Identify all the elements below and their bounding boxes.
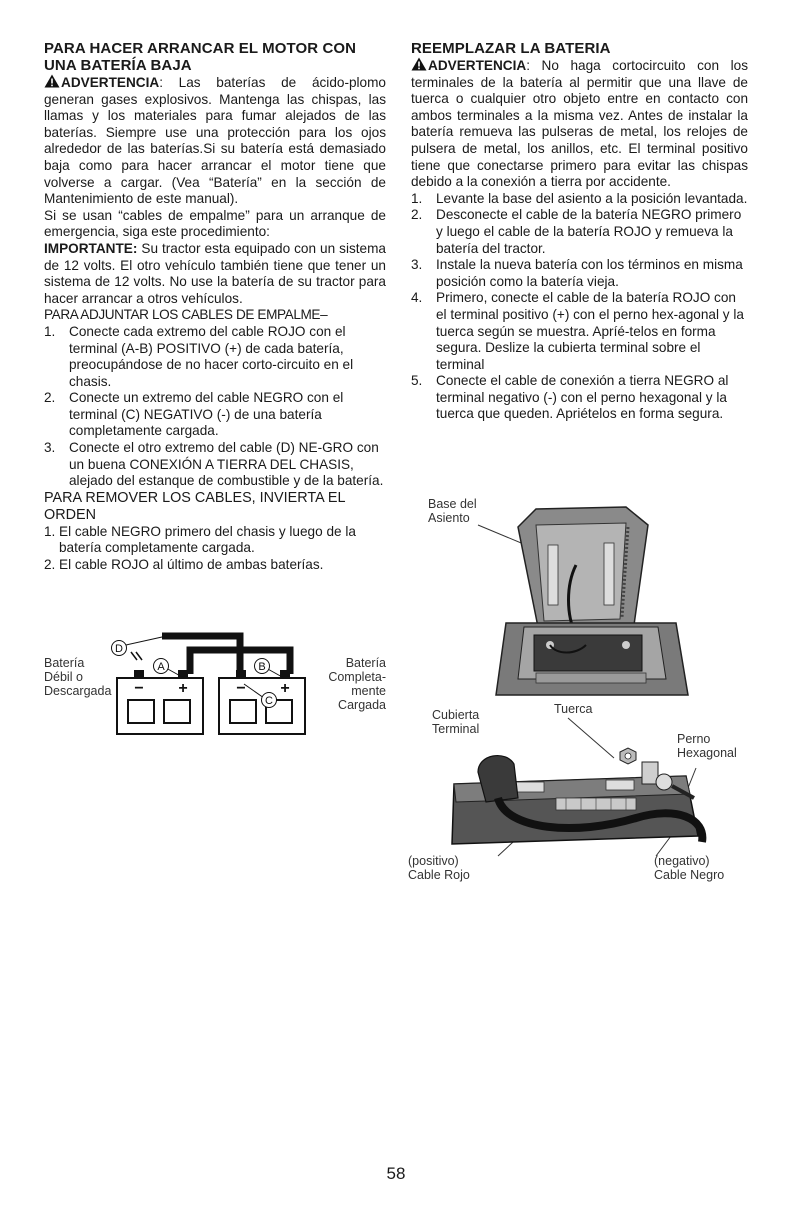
terminal-cover-label: Cubierta Terminal: [432, 708, 480, 736]
leader-c: [244, 684, 264, 698]
warning-text: : No haga cortocircuito con los terminales de la batería al permitir que una llave de tuerca o cualquier otro objeto entre en contacto con ambos terminales a la misma vez. Antes de instalar la batería remueva las pulseras de metal, los relojes de pulsera de metal, los anillos, etc. El terminal positivo tiene que conectarse primero para evitar las chispas debido a la conexión a tierra por accidente.: [411, 58, 748, 190]
charged-plus: +: [280, 680, 290, 697]
replace-battery-heading: REEMPLAZAR LA BATERIA: [411, 40, 611, 57]
warning-label: ADVERTENCIA: [428, 58, 527, 73]
warning-icon: [44, 74, 60, 88]
list-item: 1. Levante la base del asiento a la posición levantada.: [411, 190, 748, 206]
black-cable: [162, 636, 240, 672]
weak-minus: −: [134, 680, 144, 697]
nut-label: Tuerca: [554, 702, 593, 716]
charged-battery: [219, 678, 305, 734]
hex-bolt-label: Perno Hexagonal: [677, 732, 737, 760]
right-column: [411, 40, 748, 423]
black-cable-label: (negativo) Cable Negro: [654, 854, 725, 882]
seat-base-figure: [426, 495, 706, 705]
remove-steps: [44, 524, 386, 574]
terminal-detail-figure: [406, 702, 746, 892]
page-number: 58: [386, 1164, 406, 1183]
important-text: Su tractor esta equipado con un sistema de 12 volts. El otro vehículo también tiene que tener un sistema de 12 volts. No use la batería de su tractor para hacer arrancar a otros vehículos.: [44, 240, 386, 306]
list-item: 3. Conecte el otro extremo del cable (D) NE-GRO con un buena CONEXIÓN A TIERRA DEL CHASIS, alejado del estanque de combustible y de la batería.: [44, 440, 384, 489]
label-c: C: [265, 695, 273, 707]
chassis-clamp: [131, 652, 142, 660]
jumper-cable-diagram: [44, 630, 386, 740]
label-d: D: [115, 643, 123, 655]
jump-start-heading-line2: UNA BATERÍA BAJA: [44, 57, 192, 74]
warning-label: ADVERTENCIA: [61, 75, 160, 90]
label-a: A: [157, 661, 165, 673]
jump-start-heading-line1: PARA HACER ARRANCAR EL MOTOR CON: [44, 40, 357, 57]
list-item: 1. El cable NEGRO primero del chasis y luego de la batería completamente cargada.: [44, 523, 356, 556]
list-item: 2. Conecte un extremo del cable NEGRO con el terminal (C) NEGATIVO (-) de una batería completamente cargada.: [44, 390, 344, 439]
label-b: B: [258, 661, 266, 673]
weak-negative-terminal: [134, 670, 144, 678]
warning-text: : Las baterías de ácido-plomo generan gases explosivos. Mantenga las chispas, las llamas y los materiales para fumar alejados de las baterías. Siempre use una protección para los ojos alrededor de las baterías.Si su batería está demasiado baja como para hacer arrancar el motor tiene que volverse a cargar. (Vea “Batería” en la sección de Mantenimiento de este manual).: [44, 75, 386, 207]
list-item: 3. Instale la nueva batería con los términos en misma posición como la batería vieja.: [411, 257, 743, 289]
seat-base-illustration: [426, 495, 706, 705]
terminal-illustration: [406, 702, 746, 892]
weak-plus: +: [178, 680, 188, 697]
leader-d: [126, 637, 162, 645]
jump-start-warning: [44, 74, 386, 208]
red-cable-label: (positivo) Cable Rojo: [408, 854, 470, 882]
charged-battery-label: Batería Completa- mente Cargada: [328, 656, 386, 712]
list-item: 1. Conecte cada extremo del cable ROJO con el terminal (A-B) POSITIVO (+) de cada batería, preocupándose de no hacer corto-circuito en el chasis.: [44, 323, 354, 389]
attach-heading: PARA ADJUNTAR LOS CABLES DE EMPALME–: [44, 307, 328, 323]
list-item: 5. Conecte el cable de conexión a tierra NEGRO al terminal negativo (-) con el perno hexagonal y la tuerca que queden. Apriételos en forma segura.: [411, 373, 729, 422]
jumper-diagram-drawing: [44, 630, 386, 740]
important-label: IMPORTANTE:: [44, 240, 138, 256]
warning-icon: [411, 57, 427, 71]
list-item: 2. El cable ROJO al último de ambas baterías.: [44, 557, 324, 573]
seat-base-label: Base del Asiento: [428, 497, 477, 525]
list-item: 4. Primero, conecte el cable de la batería ROJO con el terminal positivo (+) con el perno hex-agonal y la tuerca según se muestra. Apríé-telos en forma segura. Deslize la cubierta terminal sobre el terminal: [411, 290, 744, 372]
weak-battery: [117, 678, 203, 734]
list-item: 2. Desconecte el cable de la batería NEGRO primero y luego el cable de la batería ROJO y remueva la batería del tractor.: [411, 207, 742, 256]
left-column: [44, 40, 386, 574]
charged-minus: −: [236, 680, 246, 697]
replace-steps: [411, 191, 748, 423]
jumper-intro: Si se usan “cables de empalme” para un arranque de emergencia, siga este procedimiento:: [44, 207, 386, 240]
important-note: [44, 241, 386, 307]
remove-heading: PARA REMOVER LOS CABLES, INVIERTA EL ORDEN: [44, 489, 345, 523]
weak-battery-label: Batería Débil o Descargada: [44, 656, 112, 698]
attach-steps: [44, 324, 386, 490]
replace-warning: [411, 57, 748, 191]
